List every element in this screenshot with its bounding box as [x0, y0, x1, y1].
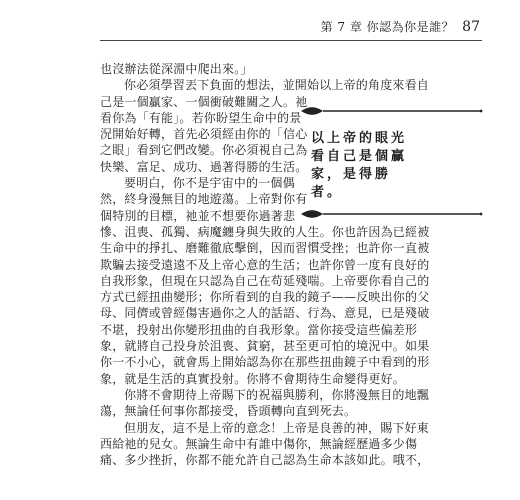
- ornament-divider-icon: [295, 208, 485, 220]
- body-line: 方式已經扭曲變形；你所看到的自我的鏡子——反映出你的父: [100, 290, 430, 305]
- body-line: 之眼」看到它們改變。你必須視自己為: [100, 143, 308, 158]
- pullquote-text: [311, 130, 471, 202]
- ornament-divider-icon: [295, 105, 485, 117]
- body-line: 但朋友，這不是上帝的意念！上帝是良善的神，賜下好東: [124, 420, 430, 435]
- body-line: 慘、沮喪、孤獨、病魔纏身與失敗的人生。你也許因為已經被: [100, 224, 430, 239]
- pullquote-line: 家，是得勝: [311, 167, 392, 182]
- body-line: 要明白，你不是宇宙中的一個偶: [124, 176, 295, 191]
- body-line: 你將不會期待上帝賜下的祝福與勝利，你將漫無目的地飄: [124, 387, 430, 402]
- body-line: 象，就將自己投身於沮喪、貧窮，甚至更可怕的境況中。如果: [100, 339, 430, 354]
- body-line: 你必須學習丟下負面的想法，並開始以上帝的角度來看自: [124, 78, 430, 93]
- body-line: 己是一個贏家、一個衝破難關之人。祂: [100, 94, 308, 109]
- body-line: 西給祂的兒女。無論生命中有誰中傷你，無論經歷過多少傷: [100, 436, 418, 451]
- body-line: 你一不小心，就會馬上開始認為你在那些扭曲鏡子中看到的形: [100, 355, 430, 370]
- header-rule: [100, 40, 482, 41]
- body-line: 個特別的目標，祂並不想要你過著悲: [100, 208, 296, 223]
- pullquote: [295, 102, 485, 218]
- pullquote-line: 看自己是個贏: [311, 149, 408, 164]
- body-line: 蕩，無論任何事你都接受，昏頭轉向直到死去。: [100, 404, 357, 419]
- chapter-label: 第 7 章 你認為你是誰？: [320, 20, 455, 34]
- body-line: 痛、多少挫折，你都不能允許自己認為生命本該如此。哦不，: [100, 453, 430, 468]
- body-line: 快樂、富足、成功、過著得勝的生活。: [100, 159, 308, 174]
- body-line: 母、同儕或曾經傷害過你之人的話語、行為、意見，已是殘破: [100, 306, 430, 321]
- body-line: 然，終身漫無目的地遊蕩。上帝對你有: [100, 192, 308, 207]
- body-line: 況開始好轉，首先必須經由你的「信心: [100, 127, 308, 142]
- pullquote-line: 以上帝的眼光: [311, 131, 408, 146]
- body-line: 生命中的掙扎、磨難徹底擊倒，因而習慣受挫；也許你一直被: [100, 241, 430, 256]
- body-line: 不堪，投射出你變形扭曲的自我形象。當你接受這些偏差形: [100, 322, 418, 337]
- body-line: 欺騙去接受遠遠不及上帝心意的生活；也許你曾一度有良好的: [100, 257, 430, 272]
- body-line: 自我形象，但現在只認為自己在苟延殘喘。上帝要你看自己的: [100, 273, 430, 288]
- body-line: 也沒辦法從深淵中爬出來。」: [100, 62, 253, 76]
- body-line: 看你為「有能」。若你盼望生命中的景: [100, 110, 302, 125]
- running-header: [260, 18, 480, 35]
- page-number: 87: [462, 19, 480, 35]
- body-line: 象，就是生活的真實投射。你將不會期待生命變得更好。: [100, 371, 406, 386]
- pullquote-line: 者。: [311, 185, 344, 200]
